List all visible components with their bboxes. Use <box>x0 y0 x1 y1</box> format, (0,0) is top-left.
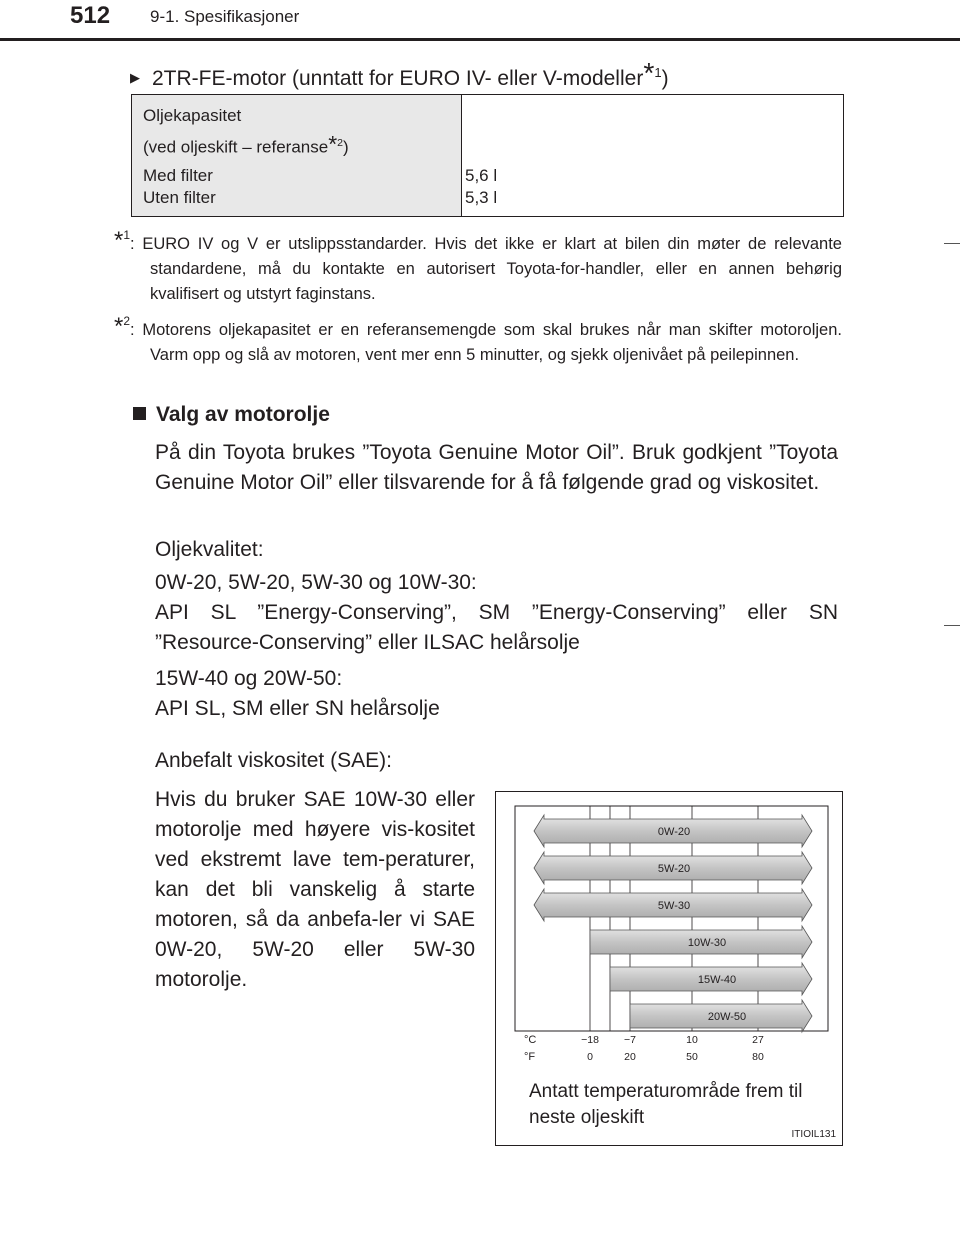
footnote-1-text: EURO IV og V er utslippsstandarder. Hvis det ikke er klart at bilen din møter de relevante standardene, må du kontakte en autorisert Toyota-for-handler, eller en annen behørig kvalifisert og utstyrt faginstans. <box>142 235 842 303</box>
fahrenheit-tick-label: 50 <box>686 1051 698 1063</box>
page-number: 512 <box>70 2 111 29</box>
diagram-caption-line2: neste oljeskift <box>529 1107 645 1128</box>
oil-selection-heading <box>133 403 330 427</box>
triangle-bullet-icon: ▶ <box>130 70 140 85</box>
row-value-uten-filter: 5,3 l <box>465 188 498 207</box>
viscosity-bar-label: 10W-30 <box>687 937 727 949</box>
footnote-2-text: Motorens oljekapasitet er en referansemengde som skal brukes når man skifter motoroljen. Varm opp og slå av motoren, vent mer enn 5 minutter, og sjekk oljenivået på peilepinnen. <box>142 321 842 364</box>
footnote-colon: : <box>130 235 135 253</box>
viscosity-bar-label: 5W-30 <box>657 900 691 912</box>
celsius-tick-label: −18 <box>581 1034 599 1046</box>
oil-selection-heading-text: Valg av motorolje <box>156 403 330 426</box>
row-value-med-filter: 5,6 l <box>465 166 498 185</box>
footnote-num: 1 <box>123 228 131 242</box>
row-label-uten-filter: Uten filter <box>143 188 216 207</box>
oil-capacity-table <box>131 94 844 217</box>
header-rule <box>0 38 960 41</box>
bullet-close: ) <box>661 67 669 90</box>
footnote-2 <box>114 313 842 368</box>
footnote-star: * <box>114 313 124 340</box>
footnote-star: * <box>328 131 338 157</box>
viscosity-bar-label: 20W-50 <box>707 1011 747 1023</box>
diagram-caption-line1: Antatt temperaturområde frem til <box>529 1081 803 1102</box>
table-label-column <box>132 95 462 216</box>
viscosity-paragraph: Hvis du bruker SAE 10W-30 eller motorolje med høyere vis-kositet ved ekstremt lave tem-peraturer, kan det bli vanskelig å starte motoren, så da anbefa-ler vi SAE 0W-20, 5W-20 eller 5W-30 motorolje. <box>155 788 475 991</box>
footnote-2-body <box>130 318 842 368</box>
footnote-num: 2 <box>123 314 131 328</box>
oil-quality-label: Oljekvalitet: <box>155 538 264 561</box>
table-row-labels <box>143 165 216 209</box>
celsius-unit: °C <box>524 1034 537 1046</box>
table-value-column <box>462 95 843 216</box>
viscosity-label: Anbefalt viskositet (SAE): <box>155 749 392 772</box>
viscosity-chart <box>496 792 842 1145</box>
viscosity-bar-label: 0W-20 <box>657 826 691 838</box>
grades-1-title: 0W-20, 5W-20, 5W-30 og 10W-30: <box>155 571 477 594</box>
footnote-ref: 2 <box>337 137 343 149</box>
row-label-med-filter: Med filter <box>143 166 213 185</box>
table-header <box>143 105 349 159</box>
footnote-2-mark <box>114 314 130 339</box>
footnote-star: * <box>114 227 124 254</box>
oil-intro-paragraph: På din Toyota brukes ”Toyota Genuine Motor Oil”. Bruk godkjent ”Toyota Genuine Motor Oil” eller tilsvarende for å få følgende grad og viskositet. <box>155 441 838 494</box>
engine-bullet-text: 2TR-FE-motor (unntatt for EURO IV- eller V-modeller <box>152 67 644 90</box>
engine-bullet <box>130 52 669 91</box>
celsius-tick-label: 27 <box>752 1034 764 1046</box>
footnote-1 <box>114 227 842 307</box>
celsius-tick-label: −7 <box>624 1034 636 1046</box>
section-title: 9-1. Spesifikasjoner <box>150 7 300 26</box>
grades-2-spec: API SL, SM eller SN helårsolje <box>155 697 440 720</box>
page-edge-mark <box>944 625 960 626</box>
footnote-star: * <box>643 58 655 90</box>
fahrenheit-tick-label: 0 <box>587 1051 593 1063</box>
celsius-tick-label: 10 <box>686 1034 698 1046</box>
grades-2-title: 15W-40 og 20W-50: <box>155 667 343 690</box>
viscosity-diagram <box>495 791 843 1146</box>
grades-1-spec: API SL ”Energy-Conserving”, SM ”Energy-Conserving” eller SN ”Resource-Conserving” eller ILSAC helårsolje <box>155 601 838 654</box>
footnote-colon: : <box>130 321 135 339</box>
page-edge-mark <box>944 243 960 244</box>
footnote-1-mark <box>114 228 130 253</box>
footnote-1-body <box>130 232 842 307</box>
fahrenheit-tick-label: 80 <box>752 1051 764 1063</box>
square-bullet-icon <box>133 407 146 420</box>
table-header-line1: Oljekapasitet <box>143 106 242 125</box>
footnote-ref: 1 <box>654 65 662 80</box>
viscosity-bar-label: 5W-20 <box>657 863 691 875</box>
diagram-code: ITIOIL131 <box>791 1129 836 1140</box>
table-header-line2 <box>143 127 349 159</box>
table-header-close: ) <box>343 137 349 157</box>
viscosity-bar-label: 15W-40 <box>697 974 737 986</box>
table-row-values <box>465 165 497 209</box>
table-header-line2-text: (ved oljeskift – referanse <box>143 137 329 157</box>
fahrenheit-tick-label: 20 <box>624 1051 636 1063</box>
fahrenheit-unit: °F <box>524 1051 536 1063</box>
